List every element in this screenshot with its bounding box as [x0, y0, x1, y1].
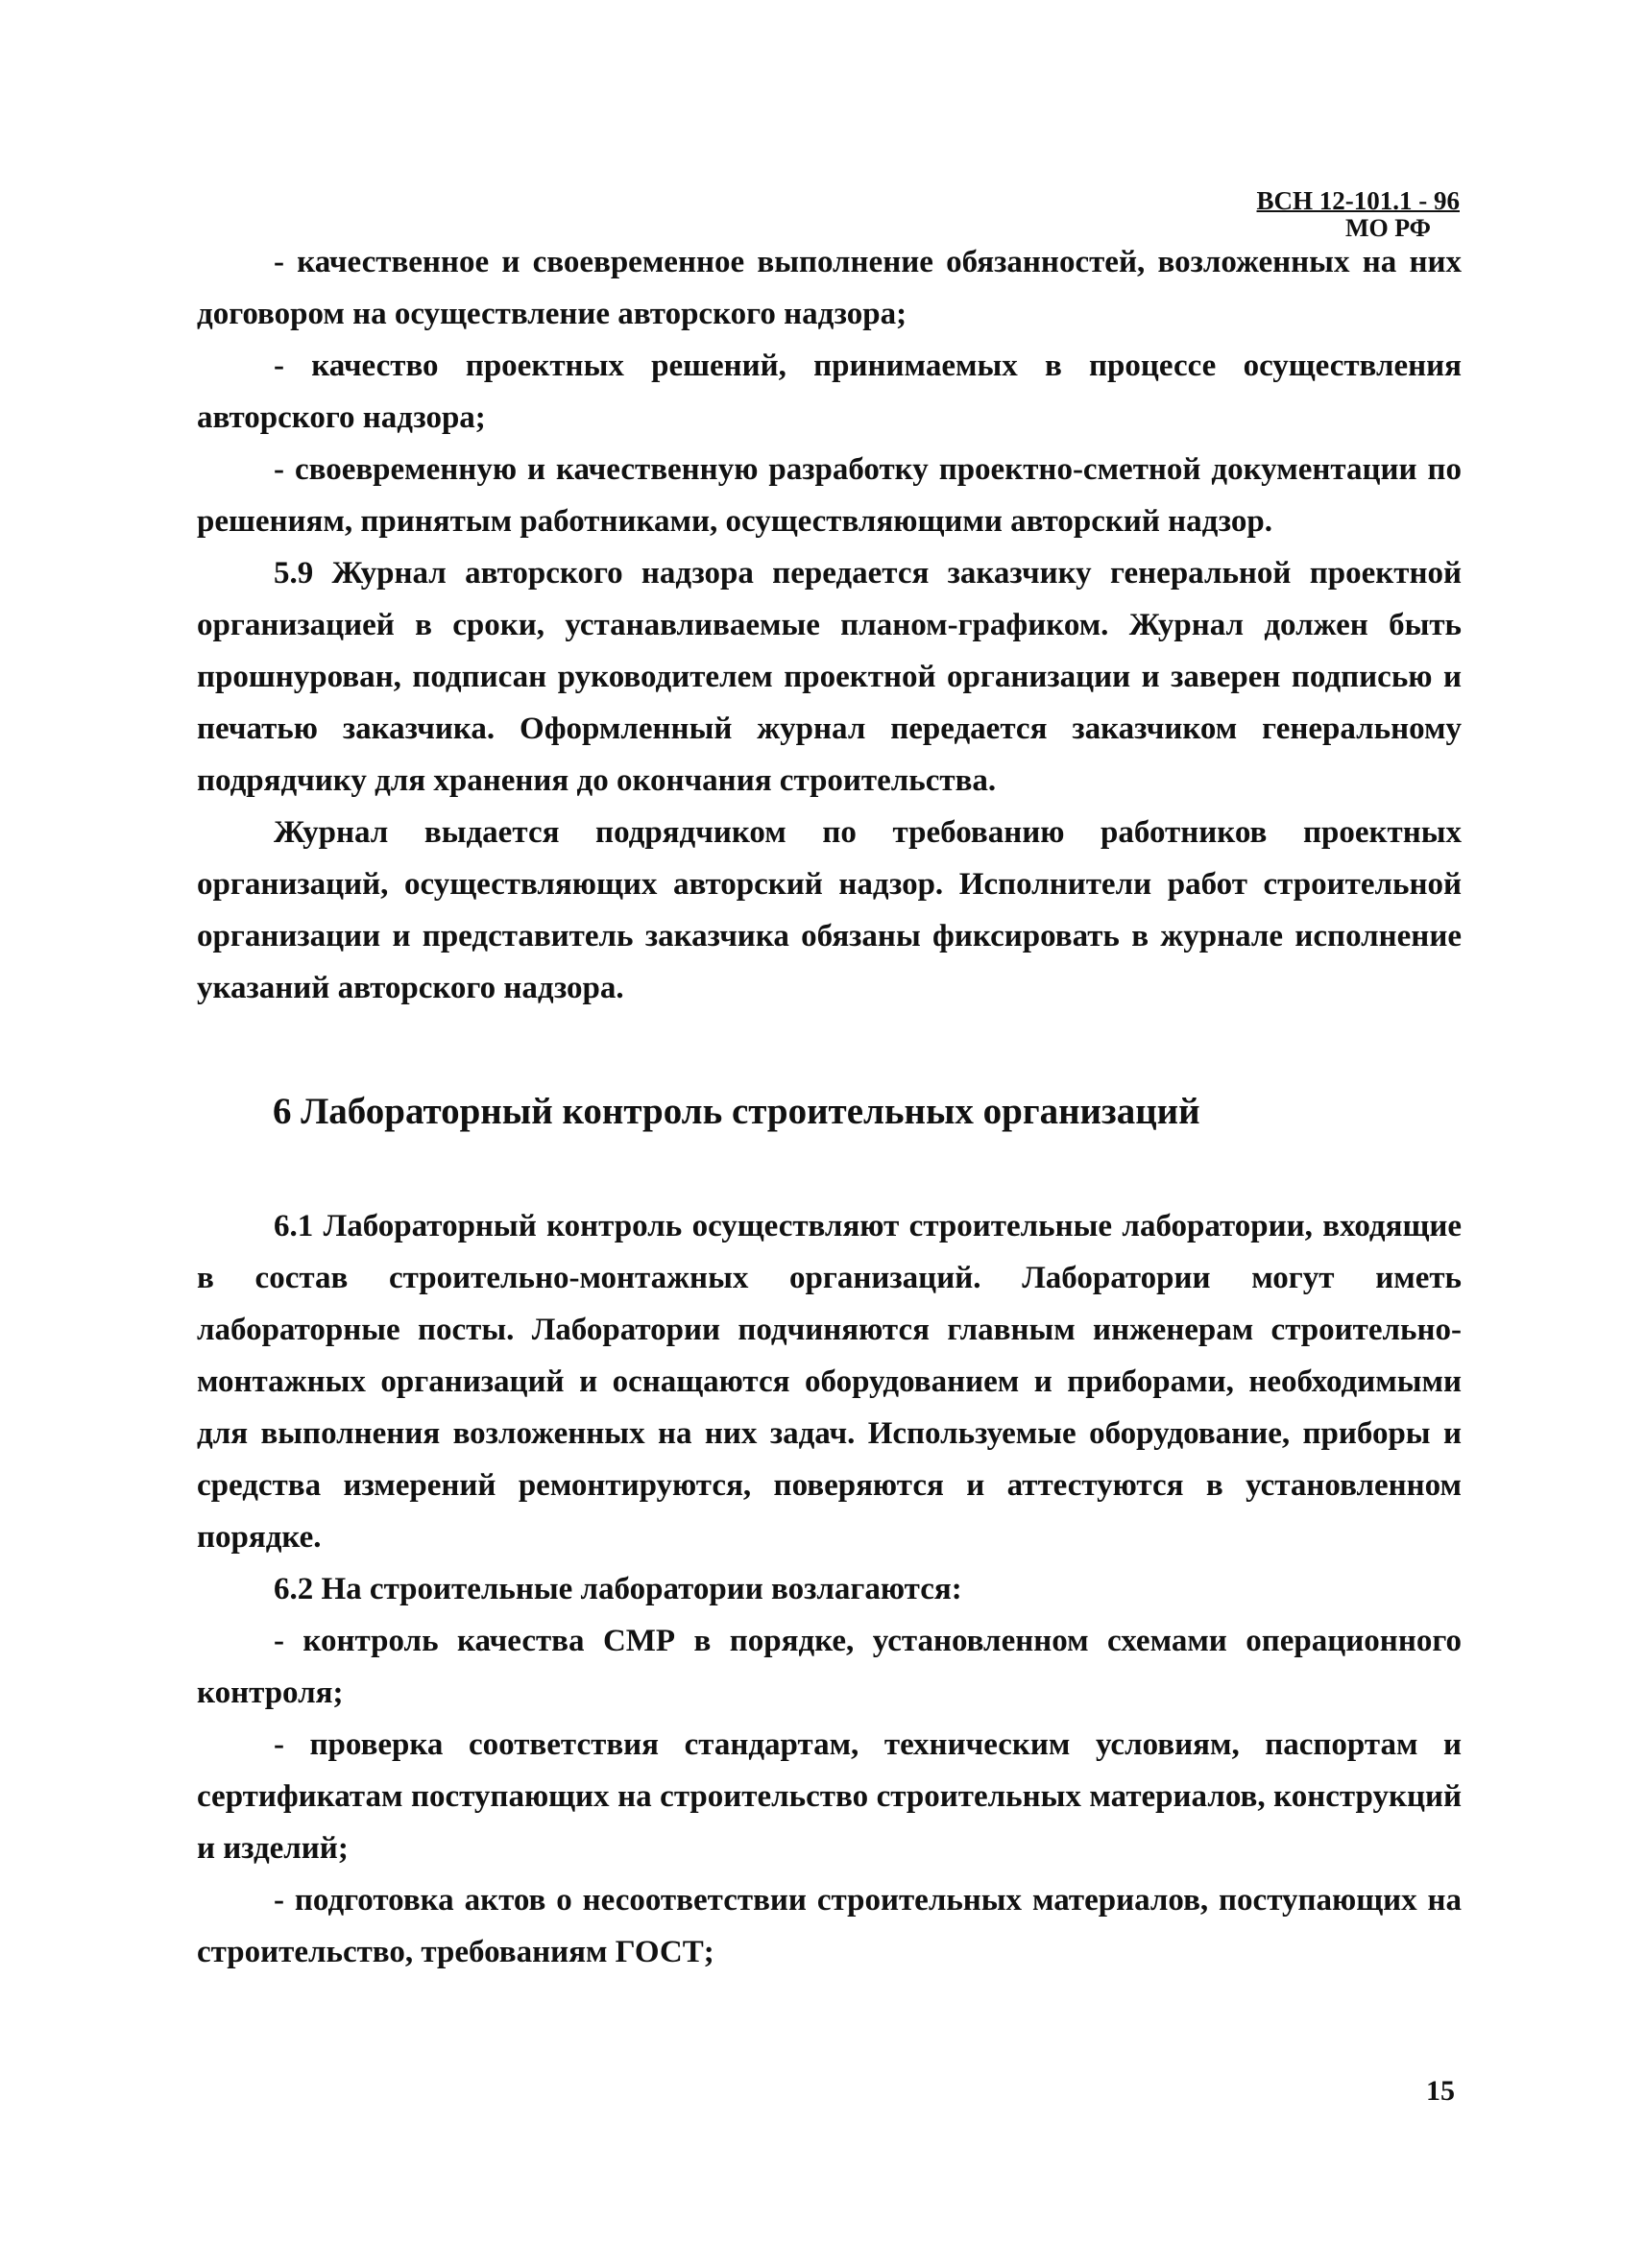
section-heading: 6 Лабораторный контроль строительных организаций	[273, 1091, 1200, 1132]
paragraph: - качественное и своевременное выполнение обязанностей, возложенных на них договором на осуществление авторского надзора;	[197, 245, 1462, 331]
paragraph: - качество проектных решений, принимаемых в процессе осуществления авторского надзора;	[197, 349, 1462, 435]
paragraph: Журнал выдается подрядчиком по требованию работников проектных организаций, осуществляющих авторский надзор. Исполнители работ строительной организации и представитель заказчика обязаны фиксировать в журнале исполнение указаний авторского надзора.	[197, 815, 1462, 1005]
text-block-bottom	[197, 1200, 1462, 1978]
paragraph: 5.9 Журнал авторского надзора передается заказчику генеральной проектной организацией в сроки, устанавливаемые планом-графиком. Журнал должен быть прошнурован, подписан руководителем проектной организации и заверен подписью и печатью заказчика. Оформленный журнал передается заказчиком генеральному подрядчику для хранения до окончания строительства.	[197, 556, 1462, 798]
document-org: МО РФ	[1344, 214, 1431, 242]
text-block-top	[197, 236, 1462, 1014]
paragraph: - подготовка актов о несоответствии строительных материалов, поступающих на строительство, требованиям ГОСТ;	[197, 1883, 1462, 1969]
paragraph: - своевременную и качественную разработку проектно-сметной документации по решениям, принятым работниками, осуществляющими авторский надзор.	[197, 452, 1462, 539]
paragraph: 6.1 Лабораторный контроль осуществляют строительные лаборатории, входящие в состав строительно-монтажных организаций. Лаборатории могут иметь лабораторные посты. Лаборатории подчиняются главным инженерам строительно-монтажных организаций и оснащаются оборудованием и приборами, необходимыми для выполнения возложенных на них задач. Используемые оборудование, приборы и средства измерений ремонтируются, поверяются и аттестуются в установленном порядке.	[197, 1209, 1462, 1555]
document-code: ВСН 12-101.1 - 96	[1256, 186, 1460, 215]
page-number: 15	[1426, 2075, 1455, 2107]
paragraph: - контроль качества СМР в порядке, установленном схемами операционного контроля;	[197, 1624, 1462, 1710]
paragraph: - проверка соответствия стандартам, техническим условиям, паспортам и сертификатам поступающих на строительство строительных материалов, конструкций и изделий;	[197, 1727, 1462, 1866]
paragraph: 6.2 На строительные лаборатории возлагаются:	[274, 1572, 962, 1606]
